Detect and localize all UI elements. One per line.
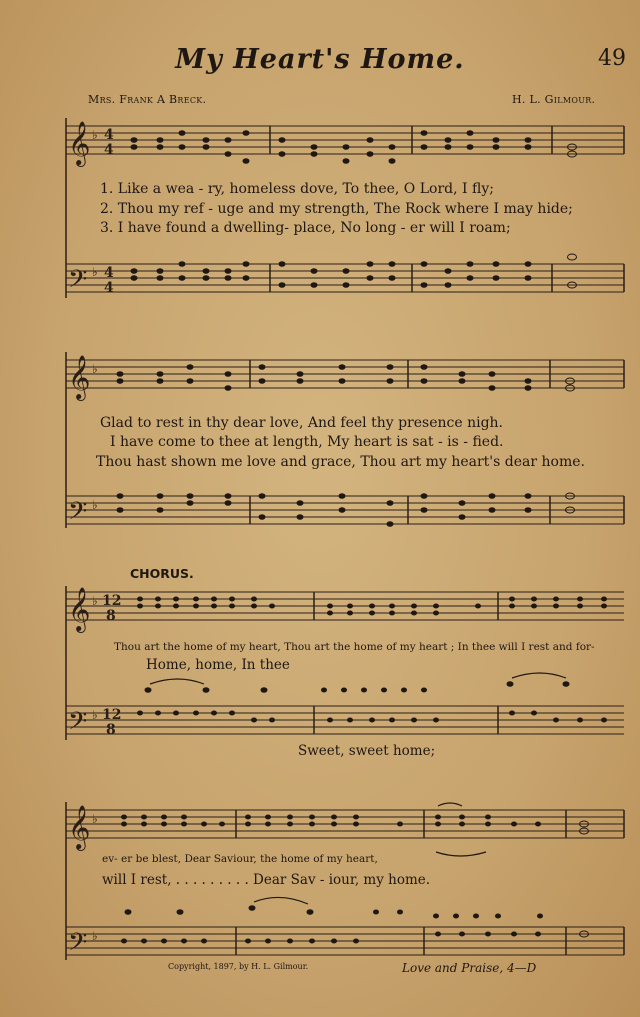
- chorus-line-1-small: Thou art the home of my heart, Thou art the home of my heart ; In thee will I rest and for-: [114, 641, 595, 653]
- svg-text:8: 8: [106, 608, 116, 624]
- svg-text:𝄞: 𝄞: [68, 121, 91, 165]
- svg-text:12: 12: [102, 707, 122, 723]
- svg-text:𝄞: 𝄞: [68, 355, 91, 399]
- verse-line-6: Thou hast shown me love and grace, Thou art my heart's dear home.: [96, 454, 585, 470]
- verse-line-1: 1. Like a wea - ry, homeless dove, To thee, O Lord, I fly;: [100, 181, 494, 197]
- svg-text:♭: ♭: [92, 929, 98, 943]
- svg-text:𝄞: 𝄞: [68, 805, 91, 849]
- svg-text:4: 4: [104, 127, 114, 143]
- chorus-label: CHORUS.: [130, 566, 194, 581]
- notes-s3-bass: [137, 681, 607, 722]
- slurs: [150, 673, 566, 904]
- hymn-title: My Heart's Home.: [175, 44, 465, 75]
- svg-text:♭: ♭: [92, 265, 98, 279]
- chorus-line-1-main: Home, home, In thee: [146, 657, 290, 673]
- barlines: [66, 118, 624, 960]
- svg-text:𝄢: 𝄢: [68, 497, 88, 532]
- notes-s4-bass: [121, 905, 589, 943]
- svg-text:♭: ♭: [92, 812, 98, 826]
- copyright-notice: Copyright, 1897, by H. L. Gilmour.: [168, 962, 309, 971]
- composer-credit: H. L. Gilmour.: [512, 93, 596, 106]
- chorus-line-2-small: ev- er be blest, Dear Saviour, the home of my heart,: [102, 853, 378, 865]
- verse-line-4: Glad to rest in thy dear love, And feel thy presence nigh.: [100, 415, 503, 431]
- svg-text:𝄞: 𝄞: [68, 587, 91, 631]
- svg-text:𝄢: 𝄢: [68, 707, 88, 742]
- svg-text:𝄢: 𝄢: [68, 265, 88, 300]
- author-credit: Mrs. Frank A Breck.: [88, 93, 207, 106]
- chorus-line-2-main: will I rest, . . . . . . . . . Dear Sav - iour, my home.: [102, 872, 431, 888]
- svg-text:12: 12: [102, 593, 122, 609]
- page-number: 49: [598, 46, 626, 71]
- svg-text:4: 4: [104, 280, 114, 296]
- svg-text:♭: ♭: [92, 498, 98, 512]
- notes-s2: [117, 364, 575, 391]
- signature-mark: Love and Praise, 4—D: [402, 961, 537, 975]
- svg-text:4: 4: [104, 142, 114, 158]
- svg-text:𝄢: 𝄢: [68, 928, 88, 963]
- verse-line-3: 3. I have found a dwelling- place, No long - er will I roam;: [100, 220, 511, 236]
- verse-line-2: 2. Thou my ref - uge and my strength, The Rock where I may hide;: [100, 201, 573, 217]
- svg-text:♭: ♭: [92, 362, 98, 376]
- svg-text:4: 4: [104, 265, 114, 281]
- svg-text:♭: ♭: [92, 594, 98, 608]
- staff-lines: [66, 126, 624, 955]
- svg-text:♭: ♭: [92, 708, 98, 722]
- svg-text:8: 8: [106, 722, 116, 738]
- chorus-line-1-bass: Sweet, sweet home;: [298, 743, 436, 759]
- svg-text:♭: ♭: [92, 128, 98, 142]
- verse-line-5: I have come to thee at length, My heart is sat - is - fied.: [110, 434, 504, 450]
